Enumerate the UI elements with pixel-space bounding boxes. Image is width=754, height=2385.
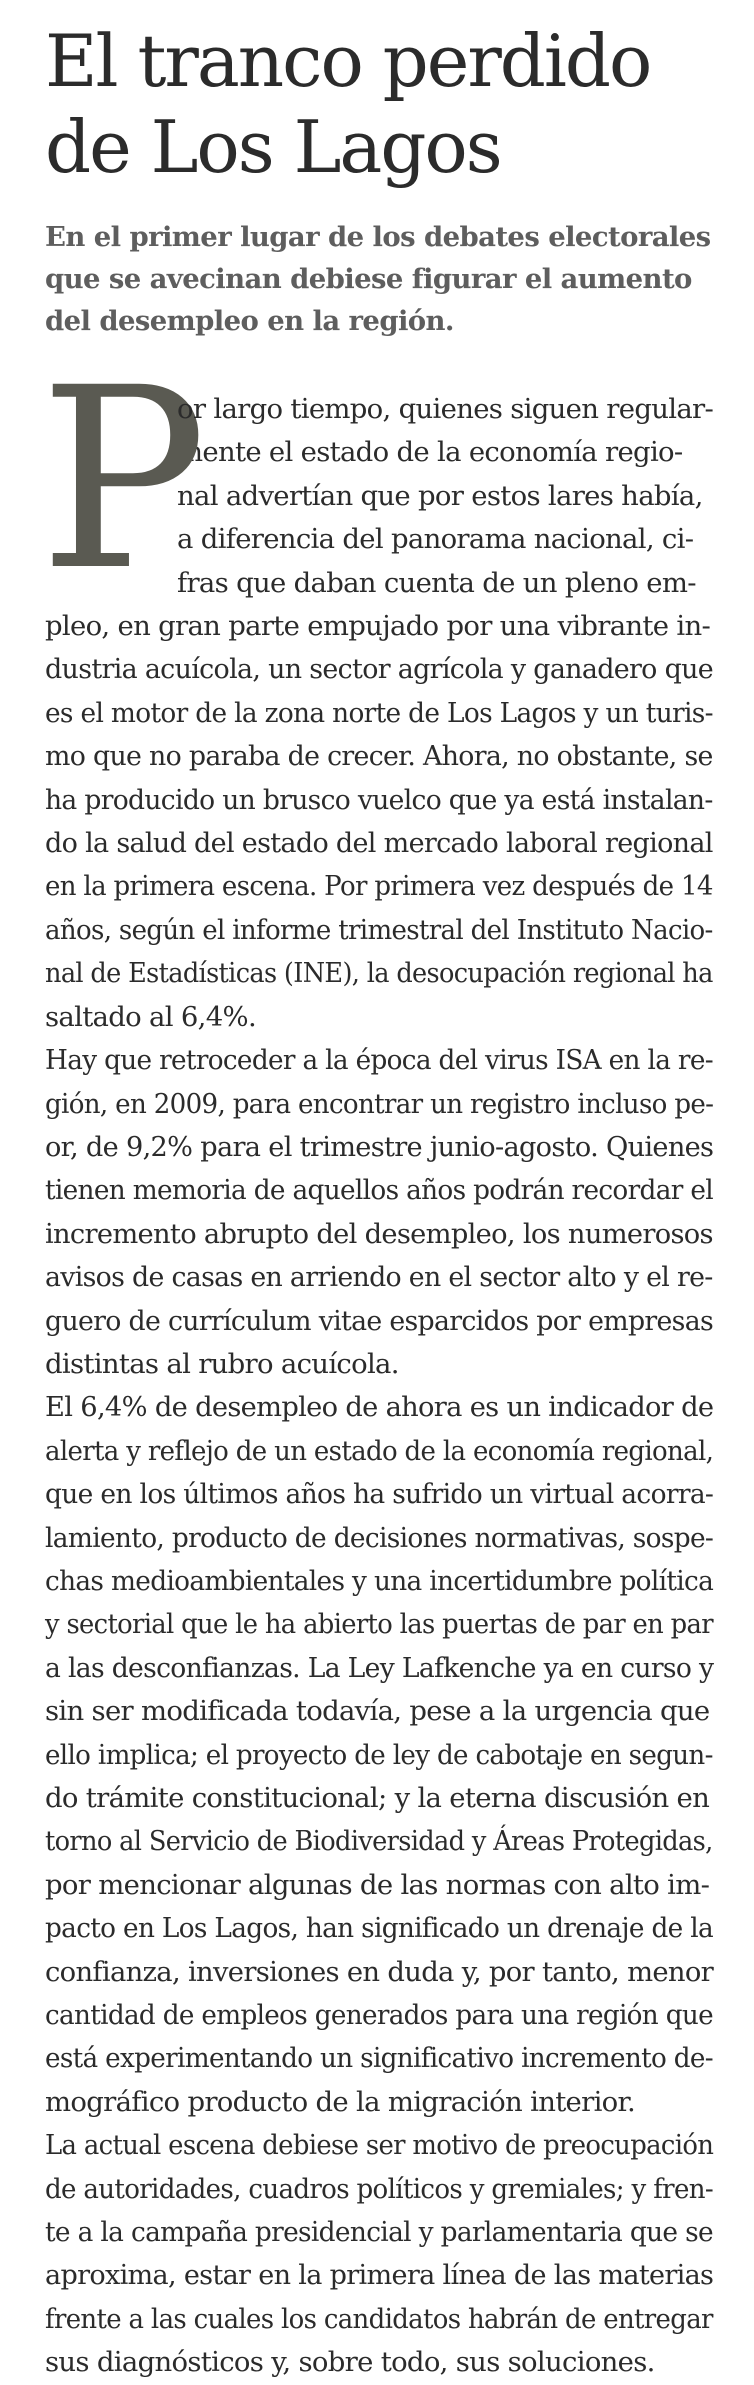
body-line: mente el estado de la economía regio- [177,436,683,469]
headline-line: El tranco perdido [45,19,651,103]
body-line: saltado al 6,4%. [45,1000,256,1033]
body-line: or, de 9,2% para el trimestre junio-agosto. Quienes [45,1130,714,1163]
drop-cap: P [39,334,207,625]
body-line: años, según el informe trimestral del Instituto Nacio- [45,913,713,946]
body-line: pleo, en gran parte empujado por una vibrante in- [45,610,711,643]
body-line: dustria acuícola, un sector agrícola y ganadero que [45,653,714,686]
body-line: gión, en 2009, para encontrar un registro incluso pe- [45,1087,714,1120]
body-line: distintas al rubro acuícola. [45,1347,399,1380]
body-line: mo que no paraba de crecer. Ahora, no obstante, se [45,740,713,773]
body-line: mográfico producto de la migración interior. [45,2085,635,2118]
body-line: nal de Estadísticas (INE), la desocupación regional ha [45,957,713,990]
body-line: chas medioambientales y una incertidumbre política [45,1564,714,1597]
deck [45,216,725,342]
body-line: frente a las cuales los candidatos habrán de entregar [45,2302,713,2335]
body-line: y sectorial que le ha abierto las puertas de par en par [45,1608,713,1641]
deck-line: del desempleo en la región. [45,305,454,337]
body-line: sus diagnósticos y, sobre todo, sus soluciones. [45,2346,655,2379]
headline [45,18,725,190]
body-line: confianza, inversiones en duda y, por tanto, menor [45,1955,714,1988]
body-line: que en los últimos años ha sufrido un virtual acorra- [45,1478,714,1511]
body-line: sin ser modificada todavía, pese a la urgencia que [45,1695,710,1728]
body-line: a las desconfianzas. La Ley Lafkenche ya en curso y [45,1651,714,1684]
body-line: Hay que retroceder a la época del virus ISA en la re- [45,1044,713,1077]
body-line: te a la campaña presidencial y parlamentaria que se [45,2216,713,2249]
paragraph [45,2124,725,2384]
paragraph [45,1386,725,2124]
body-line: avisos de casas en arriendo en el sector alto y el re- [45,1261,713,1294]
headline-line: de Los Lagos [45,105,501,189]
body-line: nal advertían que por estos lares había, [177,479,703,512]
body-line: La actual escena debiese ser motivo de preocupación [45,2129,714,2162]
body-line: es el motor de la zona norte de Los Lagos y un turis- [45,696,713,729]
body-line: do la salud del estado del mercado laboral regional [45,827,713,860]
body-line: pacto en Los Lagos, han significado un drenaje de la [45,1912,714,1945]
body-line: cantidad de empleos generados para una región que [45,1999,713,2032]
article [39,18,725,2385]
body-line: do trámite constitucional; y la eterna discusión en [45,1782,710,1814]
body-line: está experimentando un significativo incremento de- [45,2042,713,2075]
deck-line: que se avecinan debiese figurar el aumento [45,263,692,295]
body-line: torno al Servicio de Biodiversidad y Áreas Protegidas, [45,1825,713,1858]
body-line: aproxima, estar en la primera línea de las materias [45,2259,714,2292]
body-line: de autoridades, cuadros políticos y gremiales; y fren- [45,2172,714,2205]
body-line: lamiento, producto de decisiones normativas, sospe- [45,1521,714,1554]
deck-line: En el primer lugar de los debates electorales [45,221,711,253]
body-line: ello implica; el proyecto de ley de cabotaje en segun- [45,1738,713,1771]
paragraph [45,1039,725,1386]
body-line: incremento abrupto del desempleo, los numerosos [45,1217,713,1250]
body-line: alerta y reflejo de un estado de la economía regional, [45,1434,714,1467]
body-line: or largo tiempo, quienes siguen regular- [177,393,714,425]
body-line: fras que daban cuenta de un pleno em- [177,566,696,599]
body-line: ha producido un brusco vuelco que ya está instalan- [45,783,713,816]
body-line: en la primera escena. Por primera vez después de 14 [45,870,713,903]
body-line: tienen memoria de aquellos años podrán recordar el [45,1174,713,1207]
body-line: El 6,4% de desempleo de ahora es un indicador de [45,1391,714,1424]
body-line: guero de currículum vitae esparcidos por empresas [45,1304,714,1337]
body-line: a diferencia del panorama nacional, ci- [177,523,694,556]
article-body [39,334,725,2385]
body-line: por mencionar algunas de las normas con alto im- [45,1868,710,1901]
